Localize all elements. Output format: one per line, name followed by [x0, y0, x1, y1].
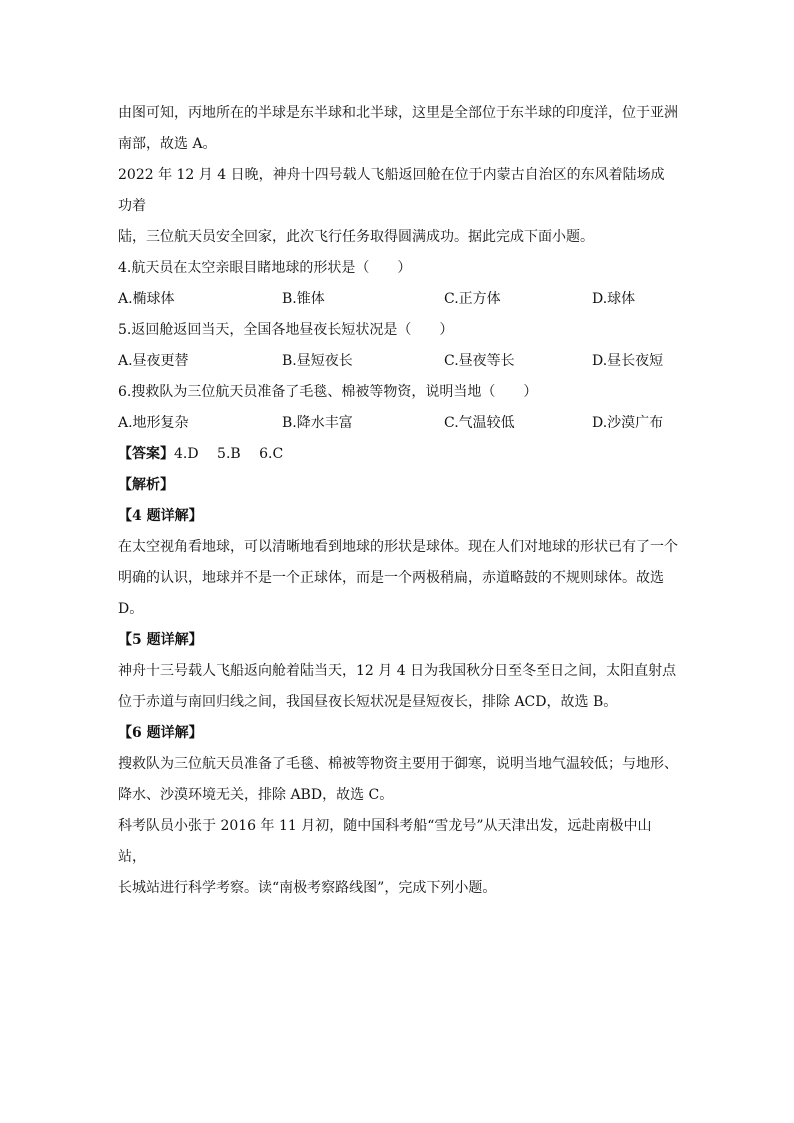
text-line: 长城站进行科学考察。读“南极考察路线图”，完成下列小题。 — [118, 880, 497, 896]
option-b: B.昼短夜长 — [282, 353, 353, 369]
option-c: C.昼夜等长 — [444, 353, 515, 369]
text-line: 位于赤道与南回归线之间，我国昼夜长短状况是昼短夜长，排除 ACD，故选 B。 — [118, 694, 618, 710]
option-c: C.正方体 — [444, 291, 501, 307]
detail-4-label: 【4 题详解】 — [118, 508, 203, 524]
option-d: D.沙漠广布 — [592, 415, 664, 431]
option-a: A.椭球体 — [118, 291, 175, 307]
text-line: 南部，故选 A。 — [118, 136, 217, 152]
option-d: D.昼长夜短 — [592, 353, 664, 369]
answer-line — [118, 439, 678, 470]
option-a: A.地形复杂 — [118, 415, 189, 431]
document-body — [118, 98, 678, 904]
option-d: D.球体 — [592, 291, 636, 307]
option-b: B.降水丰富 — [282, 415, 353, 431]
text-line: 搜救队为三位航天员准备了毛毯、棉被等物资主要用于御寒，说明当地气温较低；与地形、 — [118, 756, 678, 772]
answer-label: 【答案】 — [118, 446, 174, 462]
question-4-options — [118, 284, 678, 315]
text-line: 科考队员小张于 2016 年 11 月初，随中国科考船“雪龙号”从天津出发，远赴南极中山站， — [118, 818, 652, 865]
text-line: 降水、沙漠环境无关，排除 ABD，故选 C。 — [118, 787, 394, 803]
analysis-label: 【解析】 — [118, 477, 174, 493]
question-4-stem: 4.航天员在太空亲眼目睹地球的形状是（ ） — [118, 260, 412, 276]
question-6-stem: 6.搜救队为三位航天员准备了毛毯、棉被等物资，说明当地（ ） — [118, 384, 538, 400]
detail-5-label: 【5 题详解】 — [118, 632, 203, 648]
option-c: C.气温较低 — [444, 415, 515, 431]
option-b: B.锥体 — [282, 291, 325, 307]
text-line: 明确的认识，地球并不是一个正球体，而是一个两极稍扁，赤道略鼓的不规则球体。故选 — [118, 570, 664, 586]
text-line: 由图可知，丙地所在的半球是东半球和北半球，这里是全部位于东半球的印度洋，位于亚洲 — [118, 105, 678, 121]
question-5-options — [118, 346, 678, 377]
option-a: A.昼夜更替 — [118, 353, 189, 369]
text-line: 神舟十三号载人飞船返向舱着陆当天，12 月 4 日为我国秋分日至冬至日之间，太阳直射点 — [118, 663, 677, 679]
text-line: 陆，三位航天员安全回家，此次飞行任务取得圆满成功。据此完成下面小题。 — [118, 229, 594, 245]
text-line: 在太空视角看地球，可以清晰地看到地球的形状是球体。现在人们对地球的形状已有了一个 — [118, 539, 678, 555]
detail-6-label: 【6 题详解】 — [118, 725, 203, 741]
question-5-stem: 5.返回舱返回当天，全国各地昼夜长短状况是（ ） — [118, 322, 454, 338]
text-line: 2022 年 12 月 4 日晚，神舟十四号载人飞船返回舱在位于内蒙古自治区的东风着陆场成功着 — [118, 167, 665, 214]
question-6-options — [118, 408, 678, 439]
text-line: D。 — [118, 601, 144, 617]
answer-text: 4.D 5.B 6.C — [174, 446, 284, 462]
